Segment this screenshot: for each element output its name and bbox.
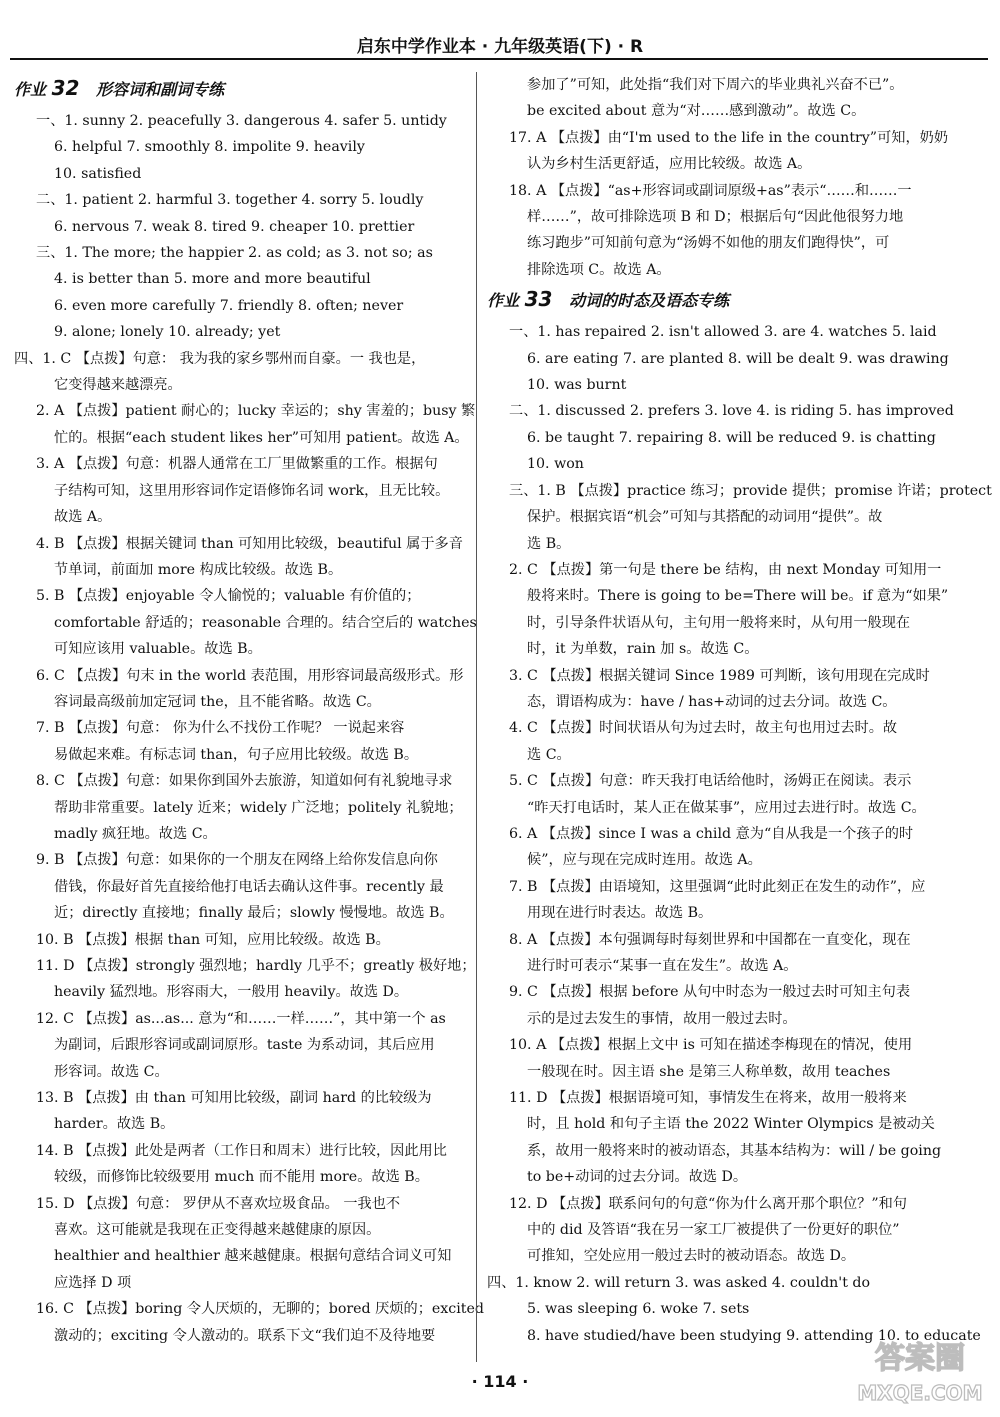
answer-line: 5. C 【点拨】句意：昨天我打电话给他时，汤姆正在阅读。表示 — [509, 773, 912, 790]
answer-line: 子结构可知，这里用形容词作定语修饰名词 work，且无比较。 — [54, 482, 450, 499]
answer-line: 15. D 【点拨】句意： 罗伊从不喜欢垃圾食品。 一我也不 — [36, 1195, 401, 1212]
answer-line: 10. B 【点拨】根据 than 可知，应用比较级。故选 B。 — [36, 931, 390, 948]
answer-line: 一、1. sunny 2. peacefully 3. dangerous 4. safer 5. untidy — [36, 113, 447, 129]
answer-line: 5. B 【点拨】enjoyable 令人愉悦的；valuable 有价值的； — [36, 588, 421, 605]
answer-line: 易做起来难。有标志词 than，句子应用比较级。故选 B。 — [54, 746, 419, 763]
answer-line: 时，且 hold 和句子主语 the 2022 Winter Olympics 是被动关 — [527, 1116, 935, 1133]
answer-line: 可推知，空处应用一般过去时的被动语态。故选 D。 — [527, 1248, 856, 1265]
answer-line: 练习跑步”可知前句意为“汤姆不如他的朋友们跑得快”，可 — [527, 235, 890, 252]
answer-line: 11. D 【点拨】strongly 强烈地；hardly 几乎不；greatly 极好地； — [36, 958, 476, 974]
answer-line: 中的 did 及答语“我在另一家工厂被提供了一份更好的职位” — [527, 1222, 900, 1239]
answer-line: madly 疯狂地。故选 C。 — [54, 825, 217, 842]
answer-line: 2. C 【点拨】第一句是 there be 结构，由 next Monday 可知用一 — [509, 561, 942, 578]
left-column — [14, 72, 484, 1349]
left-answer-lines — [14, 108, 484, 1349]
answer-line: 三、1. B 【点拨】practice 练习；provide 提供；promise 许诺；protect — [509, 482, 992, 499]
answer-line: 4. is better than 5. more and more beautiful — [54, 271, 371, 288]
page-number: · 114 · — [471, 1372, 529, 1391]
answer-line: 11. D 【点拨】根据语境可知，事情发生在将来，故用一般将来 — [509, 1090, 907, 1107]
section-label: 作业 — [487, 291, 520, 311]
answer-line: 4. B 【点拨】根据关键词 than 可知用比较级，beautiful 属于多音 — [36, 535, 463, 552]
answer-line: 排除选项 C。故选 A。 — [527, 261, 671, 278]
answer-line: 故选 A。 — [54, 509, 112, 526]
answer-line: 三、1. The more; the happier 2. as cold; as 3. not so; as — [36, 245, 433, 262]
answer-line: “昨天打电话时，某人正在做某事”，应用过去进行时。故选 C。 — [527, 799, 926, 816]
answer-line: 6. are eating 7. are planted 8. will be dealt 9. was drawing — [527, 350, 949, 367]
answer-line: 10. was burnt — [527, 377, 627, 394]
answer-line: 6. A 【点拨】since I was a child 意为“自从我是一个孩子的时 — [509, 825, 914, 842]
answer-line: 17. A 【点拨】由“I'm used to the life in the country”可知，奶奶 — [509, 129, 949, 146]
answer-line: 6. nervous 7. weak 8. tired 9. cheaper 10. prettier — [54, 218, 415, 235]
answer-line: 9. B 【点拨】句意：如果你的一个朋友在网络上给你发信息向你 — [36, 852, 438, 869]
answer-line: 忙的。根据“each student likes her”可知用 patient。故选 A。 — [54, 429, 469, 446]
answer-line: 4. C 【点拨】时间状语从句为过去时，故主句也用过去时。故 — [509, 720, 898, 737]
answer-line: 8. have studied/have been studying 9. attending 10. to educate — [527, 1327, 981, 1344]
watermark-text-cn: 答案圈 — [875, 1341, 965, 1376]
answer-line: 形容词。故选 C。 — [54, 1063, 169, 1080]
answer-line: comfortable 舒适的；reasonable 合理的。结合空后的 watches — [54, 614, 477, 631]
answer-line: 6. C 【点拨】句末 in the world 表范围，用形容词最高级形式。形 — [36, 667, 464, 684]
answer-line: 它变得越来越漂亮。 — [54, 377, 182, 394]
answer-line: be excited about 意为“对……感到激动”。故选 C。 — [527, 103, 866, 120]
answer-line: 进行时可表示“某事一直在发生”。故选 A。 — [527, 958, 798, 974]
answer-line: 12. C 【点拨】as...as... 意为“和……一样……”，其中第一个 as — [36, 1010, 446, 1027]
answer-line: 10. A 【点拨】根据上文中 is 可知在描述李梅现在的情况，使用 — [509, 1037, 913, 1054]
section-number: 33 — [524, 287, 553, 312]
answer-line: 可知应该用 valuable。故选 B。 — [54, 641, 262, 658]
answer-line: 四、1. C 【点拨】句意： 我为我的家乡鄂州而自豪。一 我也是， — [14, 350, 426, 367]
answer-line: 10. satisfied — [54, 165, 142, 182]
answer-line: 节单词，前面加 more 构成比较级。故选 B。 — [54, 561, 343, 578]
answer-line: 用现在进行时表达。故选 B。 — [527, 905, 713, 922]
answer-line: 9. alone; lonely 10. already; yet — [54, 324, 281, 341]
answer-line: 态，谓语构成为：have / has+动词的过去分词。故选 C。 — [527, 693, 897, 710]
answer-line: 喜欢。这可能就是我现在正变得越来越健康的原因。 — [54, 1222, 381, 1239]
answer-line: 二、1. patient 2. harmful 3. together 4. sorry 5. loudly — [36, 192, 424, 209]
answer-line: 7. B 【点拨】由语境知，这里强调“此时此刻正在发生的动作”，应 — [509, 878, 926, 895]
answer-line: 10. won — [527, 456, 584, 473]
answer-line: 帮助非常重要。lately 近来；widely 广泛地；politely 礼貌地； — [54, 799, 463, 816]
answer-line: healthier and healthier 越来越健康。根据句意结合词义可知 — [54, 1248, 452, 1265]
header-rule — [10, 58, 988, 60]
answer-line: 14. B 【点拨】此处是两者（工作日和周末）进行比较，因此用比 — [36, 1142, 447, 1159]
answer-line: 8. A 【点拨】本句强调每时每刻世界和中国都在一直变化，现在 — [509, 931, 911, 948]
answer-line: 样……”，故可排除选项 B 和 D；根据后句“因此他很努力地 — [527, 209, 904, 226]
watermark-logo — [850, 1328, 990, 1408]
answer-line: harder。故选 B。 — [54, 1116, 175, 1133]
right-continued-lines — [487, 72, 949, 283]
answer-line: 为副词，后跟形容词或副词原形。taste 为系动词，其后应用 — [54, 1037, 435, 1054]
answer-line: 认为乡村生活更舒适，应用比较级。故选 A。 — [527, 156, 812, 173]
answer-line: 8. C 【点拨】句意：如果你到国外去旅游，知道如何有礼貌地寻求 — [36, 773, 453, 790]
section-heading-33 — [487, 287, 937, 313]
answer-line: 7. B 【点拨】句意： 你为什么不找份工作呢？ 一说起来容 — [36, 720, 405, 737]
answer-line: 般将来时。There is going to be=There will be。if 意为“如果” — [527, 588, 949, 605]
answer-line: 3. A 【点拨】句意：机器人通常在工厂里做繁重的工作。根据句 — [36, 456, 438, 473]
answer-line: 5. was sleeping 6. woke 7. sets — [527, 1301, 750, 1318]
section-label: 作业 — [14, 80, 47, 99]
answer-line: 激动的；exciting 令人激动的。联系下文“我们迫不及待地要 — [54, 1327, 436, 1344]
answer-line: 示的是过去发生的事情，故用一般过去时。 — [527, 1010, 797, 1027]
answer-line: 候”，应与现在完成时连用。故选 A。 — [527, 852, 762, 869]
answer-line: 时，引导条件状语从句，主句用一般将来时，从句用一般现在 — [527, 614, 911, 631]
column-divider — [476, 72, 477, 1362]
watermark-text-url: MXQE.COM — [857, 1381, 983, 1405]
answer-line: 13. B 【点拨】由 than 可知用比较级，副词 hard 的比较级为 — [36, 1090, 432, 1107]
answer-line: 2. A 【点拨】patient 耐心的；lucky 幸运的；shy 害羞的；busy 繁 — [36, 403, 476, 420]
answer-line: 系，故用一般将来时的被动语态，其基本结构为：will / be going — [527, 1142, 942, 1159]
answer-line: 二、1. discussed 2. prefers 3. love 4. is riding 5. has improved — [509, 403, 954, 420]
answer-line: 3. C 【点拨】根据关键词 Since 1989 可判断，该句用现在完成时 — [509, 667, 930, 684]
answer-line: 6. even more carefully 7. friendly 8. often; never — [54, 297, 404, 314]
answer-line: 容词最高级前加定冠词 the，且不能省略。故选 C。 — [54, 693, 381, 710]
answer-line: 9. C 【点拨】根据 before 从句中时态为一般过去时可知主句表 — [509, 984, 911, 1001]
answer-line: 6. helpful 7. smoothly 8. impolite 9. heavily — [54, 139, 365, 156]
answer-line: 12. D 【点拨】联系问句的句意“你为什么离开那个职位？”和句 — [509, 1195, 907, 1212]
answer-line: 选 B。 — [527, 535, 571, 552]
answer-line: 借钱，你最好首先直接给他打电话去确认这件事。recently 最 — [54, 878, 444, 895]
answer-line: 6. be taught 7. repairing 8. will be reduced 9. is chatting — [527, 429, 936, 446]
answer-line: 一、1. has repaired 2. isn't allowed 3. are 4. watches 5. laid — [509, 324, 937, 341]
right-answer-lines — [487, 319, 992, 1349]
answer-line: 较级，而修饰比较级要用 much 而不能用 more。故选 B。 — [54, 1169, 429, 1186]
right-column — [487, 72, 992, 1349]
section-title: 形容词和副词专练 — [96, 80, 225, 99]
answer-line: 18. A 【点拨】“as+形容词或副词原级+as”表示“……和……一 — [509, 182, 912, 199]
answer-line: heavily 猛烈地。形容雨大，一般用 heavily。故选 D。 — [54, 984, 409, 1001]
answer-line: 应选择 D 项 — [54, 1274, 132, 1291]
answer-line: 选 C。 — [527, 746, 571, 763]
answer-line: 保护。根据宾语“机会”可知与其搭配的动词用“提供”。故 — [527, 509, 883, 526]
answer-line: 近；directly 直接地；finally 最后；slowly 慢慢地。故选 B。 — [54, 905, 454, 922]
answer-line: 一般现在时。因主语 she 是第三人称单数，故用 teaches — [527, 1063, 891, 1080]
answer-line: 参加了”可知，此处指“我们对下周六的毕业典礼兴奋不已”。 — [527, 77, 904, 93]
answer-line: to be+动词的过去分词。故选 D。 — [527, 1169, 748, 1186]
section-number: 32 — [51, 76, 80, 100]
section-heading-32 — [14, 76, 466, 102]
answer-line: 四、1. know 2. will return 3. was asked 4. couldn't do — [487, 1274, 871, 1291]
answer-line: 16. C 【点拨】boring 令人厌烦的，无聊的；bored 厌烦的；excited — [36, 1301, 484, 1318]
answer-line: 时，it 为单数，rain 加 s。故选 C。 — [527, 641, 759, 658]
page-header: 启东中学作业本 · 九年级英语(下) · R — [356, 37, 644, 57]
section-title: 动词的时态及语态专练 — [569, 291, 730, 311]
